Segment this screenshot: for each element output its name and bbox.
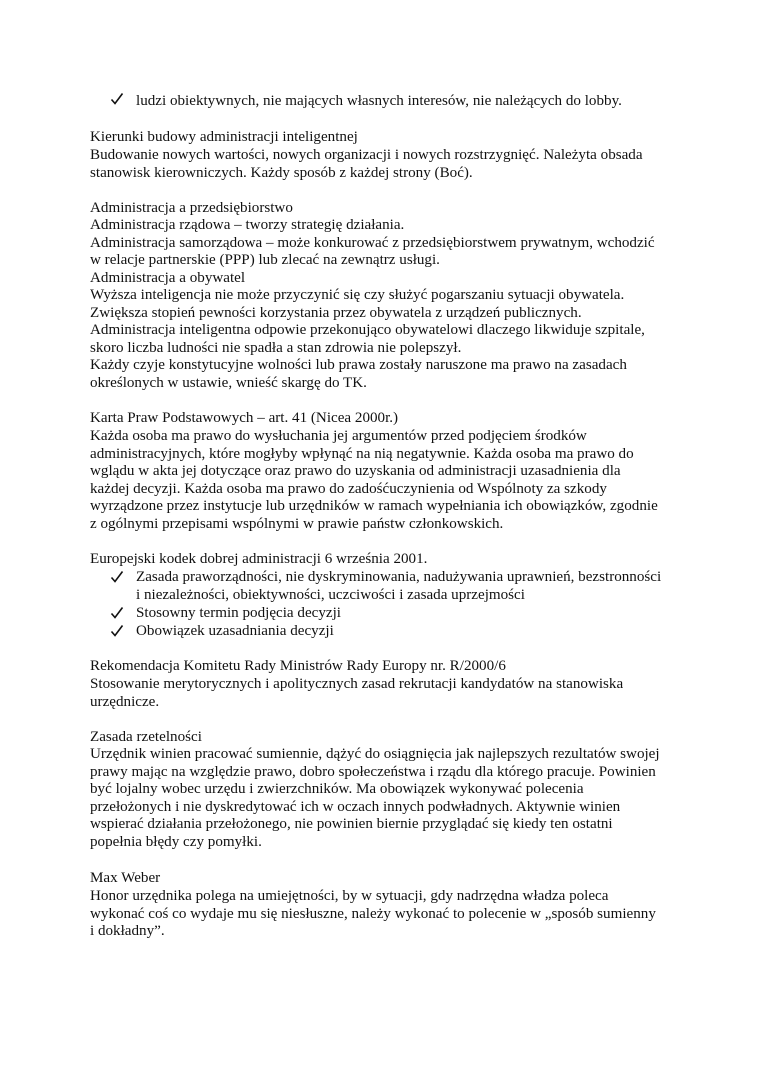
paragraph: Wyższa inteligencja nie może przyczynić się czy służyć pogarszaniu sytuacji obywatela. Zwiększa stopień pewności korzystania przez obywatela z urządzeń publicznych. Administracja inteligentna odpowie przekonująco obywatelowi dlaczego likwiduje szpitale, skoro liczba ludności nie spadła a stan zdrowia nie polepszył. Każdy czyje konstytucyjne wolności lub prawa zostały naruszone ma prawo na zasadach określonych w ustawie, wnieść skargę do TK. <box>90 287 645 391</box>
section-heading: Zasada rzetelności <box>90 729 202 745</box>
checkmark-icon <box>110 570 126 587</box>
bullet-item: ludzi obiektywnych, nie mających własnych interesów, nie należących do lobby. <box>136 93 622 109</box>
list-item: Obowiązek uzasadniania decyzji <box>136 623 334 639</box>
paragraph: Każda osoba ma prawo do wysłuchania jej argumentów przed podjęciem środków administracyjnych, które mogłyby wpłynąć na nią negatywnie. Każda osoba ma prawo do wglądu w akta jej dotyczące oraz prawo do uzyskania od administracji uzasadnienia dla każdej decyzji. Każda osoba ma prawo do zadośćuczynienia od Wspólnoty za szkody wyrządzone przez instytucje lub urzędników w ramach wypełniania ich obowiązków, zgodnie z ogólnymi przepisami wspólnymi w prawie państw członkowskich. <box>90 428 658 532</box>
checkmark-icon <box>110 92 126 109</box>
paragraph: Honor urzędnika polega na umiejętności, by w sytuacji, gdy nadrzędna władza poleca wykonać coś co wydaje mu się niesłuszne, należy wykonać to polecenie w „sposób sumienny i dokładny”. <box>90 888 656 940</box>
section-heading: Europejski kodek dobrej administracji 6 września 2001. <box>90 551 428 567</box>
list-item: Stosowny termin podjęcia decyzji <box>136 605 341 621</box>
list-item: Zasada praworządności, nie dyskryminowania, nadużywania uprawnień, bezstronności i niezależności, obiektywności, uczciwości i zasada uprzejmości <box>136 569 662 603</box>
paragraph: Budowanie nowych wartości, nowych organizacji i nowych rozstrzygnięć. Należyta obsada stanowisk kierowniczych. Każdy sposób z każdej strony (Boć). <box>90 147 643 181</box>
paragraph: Urzędnik winien pracować sumiennie, dążyć do osiągnięcia jak najlepszych rezultatów swojej prawy mając na względzie prawo, dobro społeczeństwa i rządu dla którego pracuje. Powinien być lojalny wobec urzędu i zwierzchników. Ma obowiązek wykonywać polecenia przełożonych i nie dyskredytować ich w oczach innych podwładnych. Aktywnie winien wspierać działania przełożonego, nie powinien biernie przyglądać się kiedy ten ostatni popełnia błędy czy pomyłki. <box>90 746 660 850</box>
section-heading: Administracja a przedsiębiorstwo <box>90 200 293 216</box>
section-heading: Max Weber <box>90 870 161 886</box>
checkmark-icon <box>110 624 126 641</box>
section-heading: Administracja a obywatel <box>90 270 246 286</box>
section-heading: Karta Praw Podstawowych – art. 41 (Nicea 2000r.) <box>90 410 399 426</box>
checkmark-icon <box>110 606 126 623</box>
section-heading: Rekomendacja Komitetu Rady Ministrów Rady Europy nr. R/2000/6 <box>90 658 506 674</box>
paragraph: Administracja rządowa – tworzy strategię działania. Administracja samorządowa – może konkurować z przedsiębiorstwem prywatnym, wchodzić w relacje partnerskie (PPP) lub zlecać na zewnątrz usługi. <box>90 217 655 269</box>
paragraph: Stosowanie merytorycznych i apolitycznych zasad rekrutacji kandydatów na stanowiska urzędnicze. <box>90 676 624 710</box>
section-heading: Kierunki budowy administracji inteligentnej <box>90 129 358 145</box>
